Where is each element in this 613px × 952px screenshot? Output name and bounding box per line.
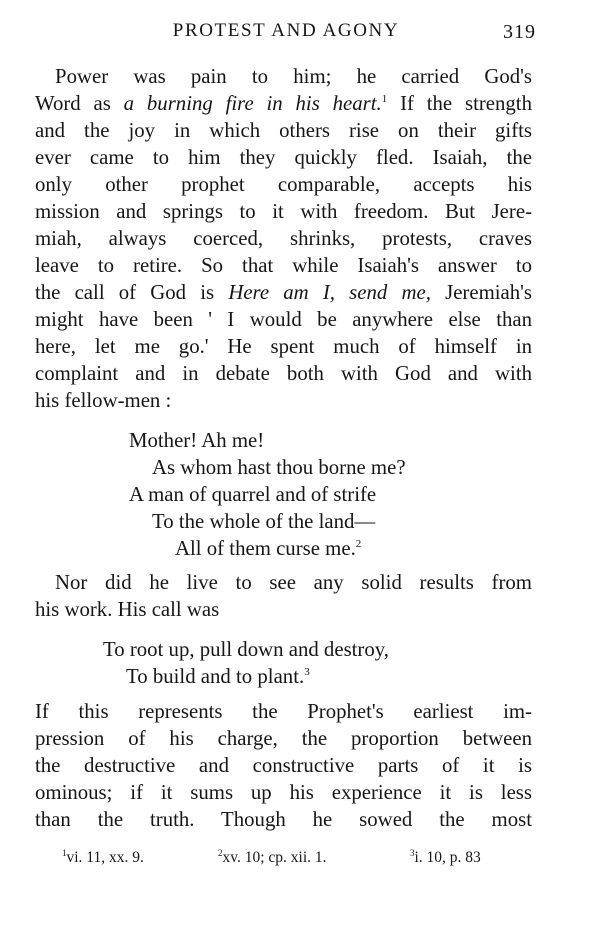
verse-line: To root up, pull down and destroy, xyxy=(103,638,390,661)
text-line: Nor did he live to see any solid results from xyxy=(55,571,532,594)
running-header xyxy=(36,20,536,48)
text-line: than the truth. Though he sowed the most xyxy=(35,808,532,831)
text-line: complaint and in debate both with God and with xyxy=(35,362,532,385)
text-span: All of them curse me. xyxy=(175,537,356,560)
text-line: might have been ' I would be anywhere else than xyxy=(35,308,532,331)
text-line xyxy=(35,90,532,117)
text-line: leave to retire. So that while Isaiah's answer to xyxy=(35,254,532,277)
footnote-text: i. 10, p. 83 xyxy=(414,849,481,866)
verse-line xyxy=(126,663,310,690)
footnote-ref-1: 1 xyxy=(381,93,388,105)
text-line: ever came to him they quickly fled. Isaiah, the xyxy=(35,146,532,169)
italic-quotation: a burning fire in his heart. xyxy=(123,92,382,115)
footnote-mark: 2 xyxy=(218,848,223,858)
footnote-text: xv. 10; cp. xii. 1. xyxy=(222,849,327,866)
text-span: To build and to plant. xyxy=(126,665,305,688)
footnote-1 xyxy=(62,848,144,868)
text-span: If the strength xyxy=(387,92,532,115)
italic-quotation: Here am I, send me, xyxy=(228,281,431,304)
text-span: the call of God is xyxy=(35,281,229,304)
verse-line: Mother! Ah me! xyxy=(129,429,265,452)
text-line: If this represents the Prophet's earliest im- xyxy=(35,700,532,723)
footnote-ref-3: 3 xyxy=(304,666,310,678)
text-line: the destructive and constructive parts of it is xyxy=(35,754,532,777)
text-line: mission and springs to it with freedom. But Jere- xyxy=(35,200,532,223)
text-line: his work. His call was xyxy=(35,598,220,621)
verse-line: A man of quarrel and of strife xyxy=(129,483,377,506)
footnote-2 xyxy=(218,848,327,868)
text-line: ominous; if it sums up his experience it is less xyxy=(35,781,532,804)
verse-line: To the whole of the land— xyxy=(152,510,376,533)
text-span: Word as xyxy=(35,92,124,115)
footnote-ref-2: 2 xyxy=(355,538,362,550)
text-span: Jeremiah's xyxy=(430,281,532,304)
verse-line xyxy=(175,535,361,562)
text-line: Power was pain to him; he carried God's xyxy=(55,65,532,88)
footnote-3 xyxy=(410,848,481,868)
text-line: and the joy in which others rise on their gifts xyxy=(35,119,532,142)
running-title: PROTEST AND AGONY xyxy=(172,20,400,41)
text-line: pression of his charge, the proportion between xyxy=(35,727,532,750)
text-line: only other prophet comparable, accepts his xyxy=(35,173,532,196)
verse-line: As whom hast thou borne me? xyxy=(152,456,406,479)
footnote-text: vi. 11, xx. 9. xyxy=(66,849,144,866)
footnote-mark: 3 xyxy=(410,848,415,858)
text-line: his fellow-men : xyxy=(35,389,172,412)
text-line xyxy=(35,279,532,306)
page-number: 319 xyxy=(503,21,536,43)
text-line: miah, always coerced, shrinks, protests, craves xyxy=(35,227,532,250)
text-line: here, let me go.' He spent much of himself in xyxy=(35,335,532,358)
footnote-mark: 1 xyxy=(62,848,67,858)
